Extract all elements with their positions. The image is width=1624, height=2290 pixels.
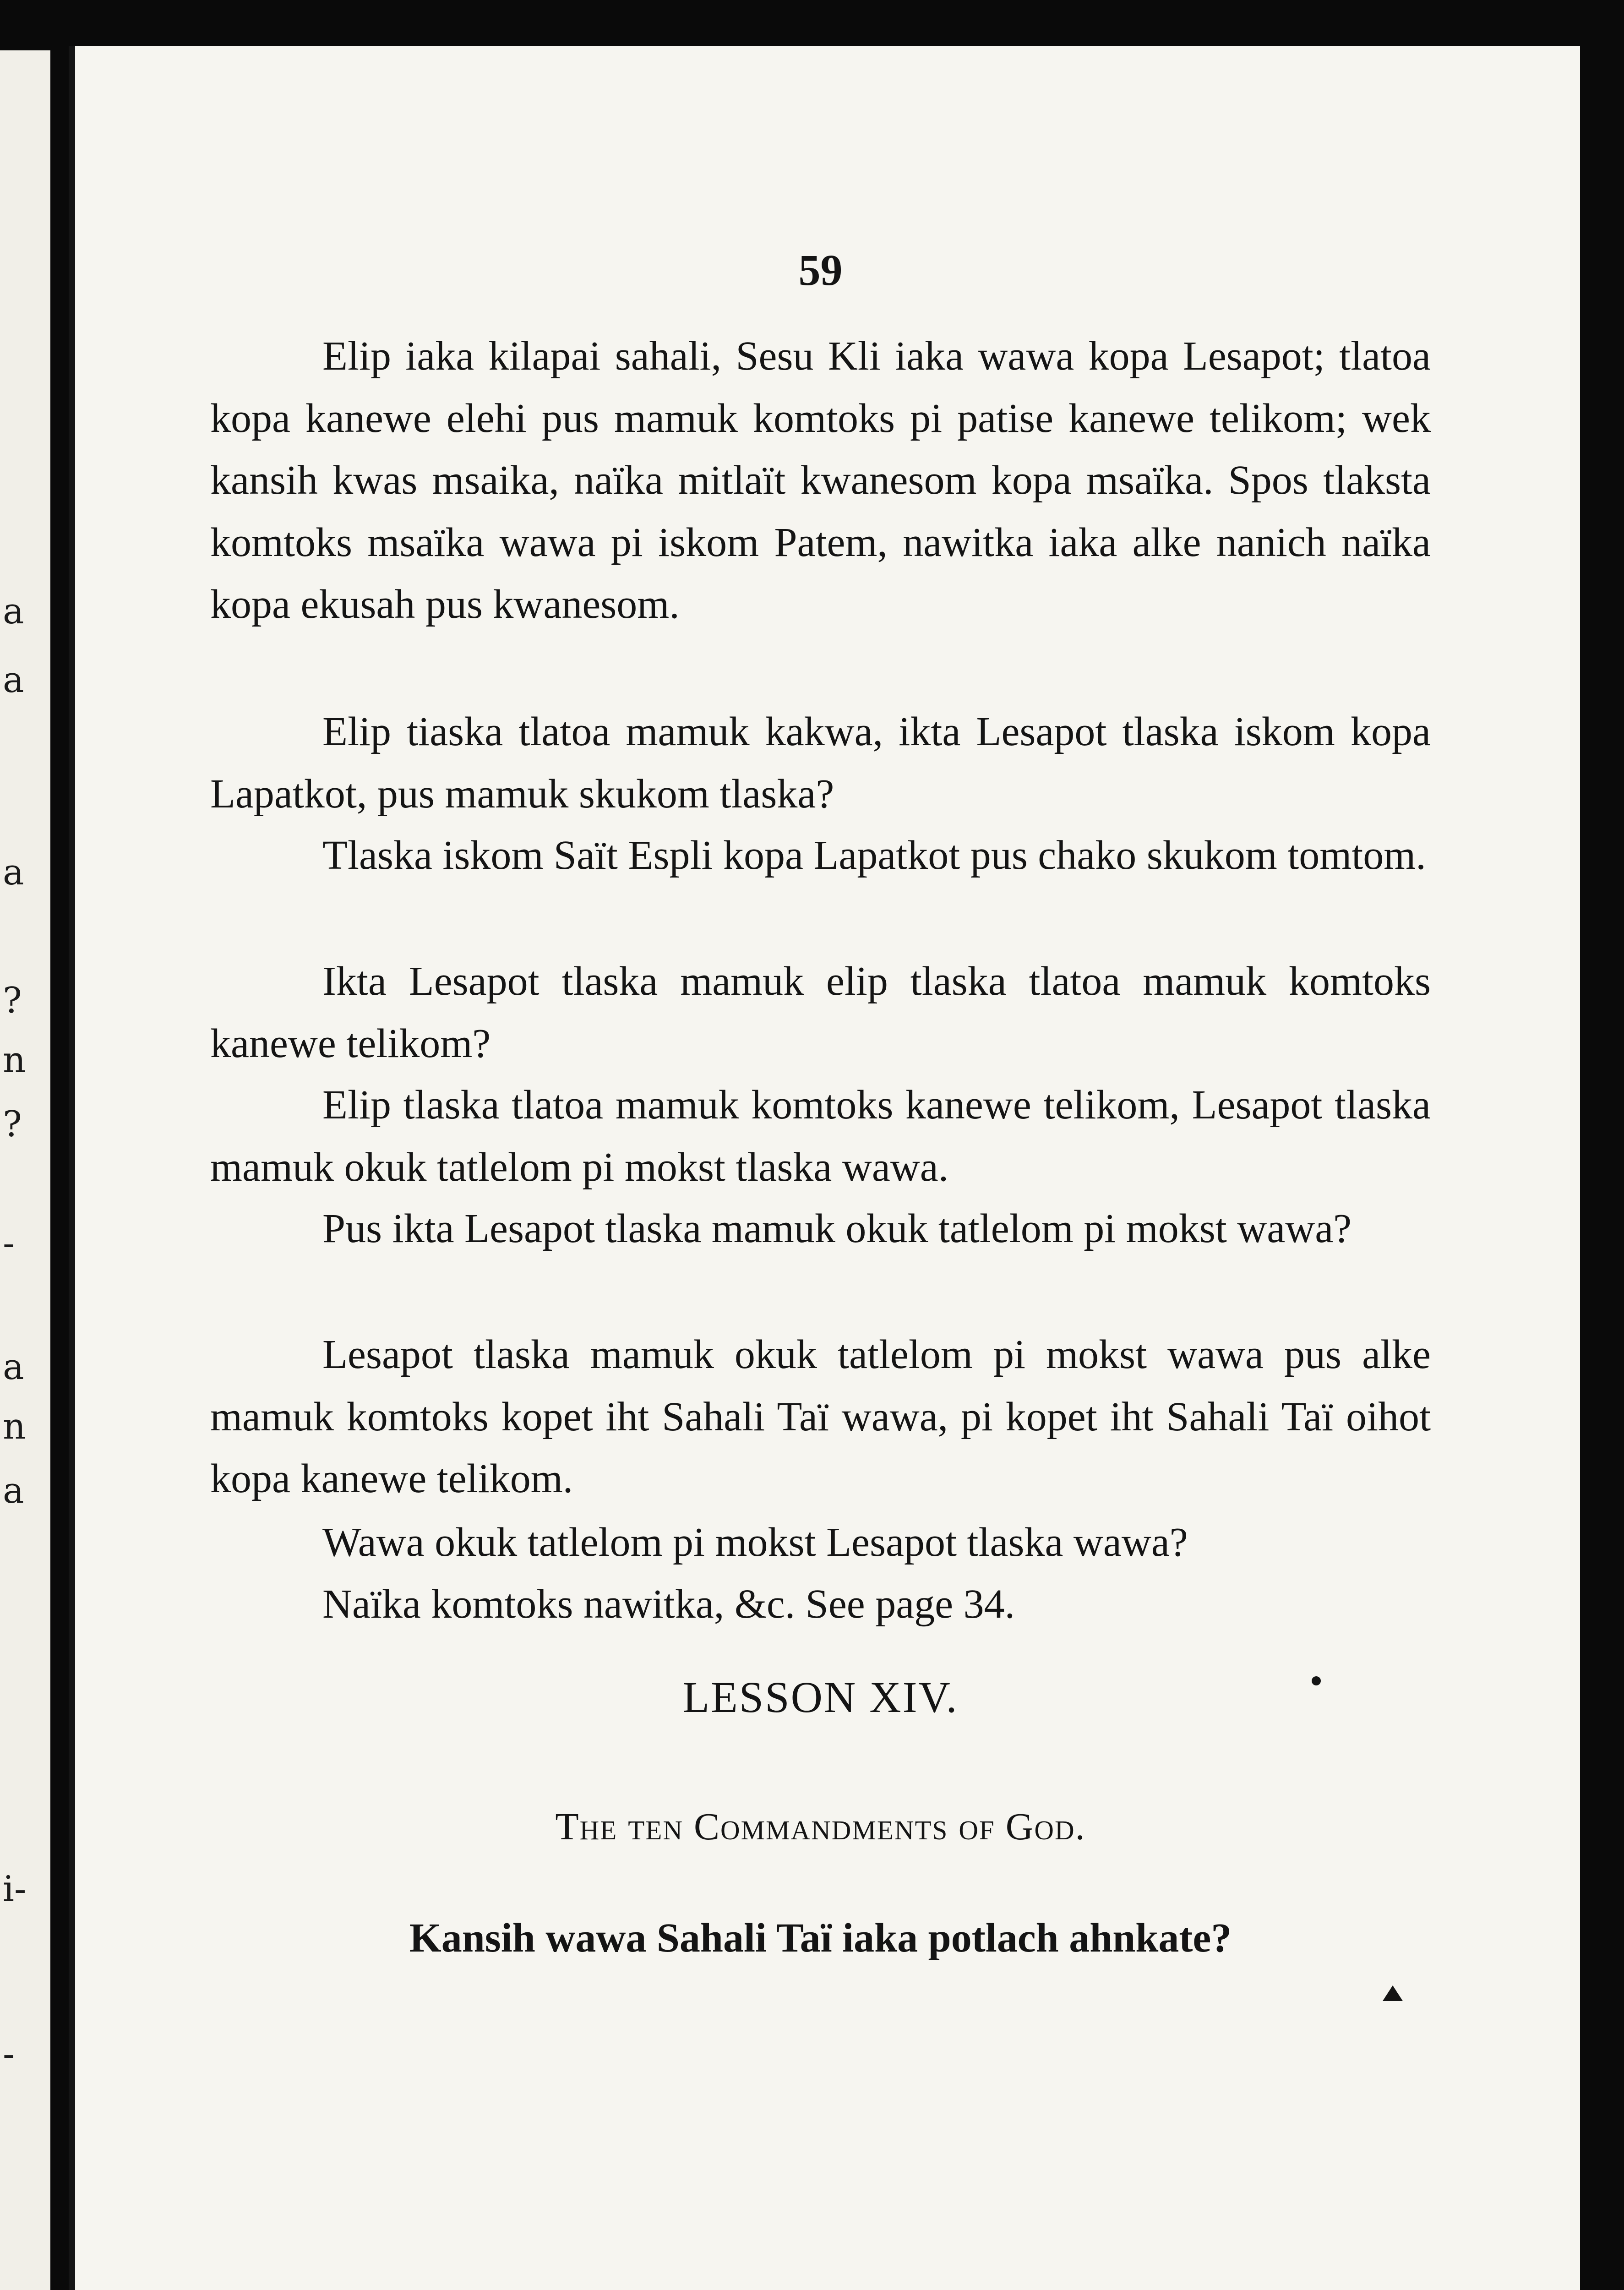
facing-page-fragment: i- — [3, 1869, 27, 1910]
paragraph: Wawa okuk tatlelom pi mokst Lesapot tlaska wawa? — [322, 1520, 1188, 1565]
paragraph: Elip iaka kilapai sahali, Sesu Kli iaka wawa kopa Lesapot; tlatoa kopa kanewe elehi pus mamuk komtoks pi patise kanewe telikom; wek kansih kwas msaika, naïka mitlaït kwanesom kopa msaïka. Spos tlaksta komtoks msaïka wawa pi iskom Patem, nawitka iaka alke nanich naïka kopa ekusah pus kwanesom. — [210, 333, 1431, 627]
facing-page-fragment: - — [3, 2034, 15, 2075]
facing-page-fragment: ? — [3, 980, 22, 1021]
lesson-heading: LESSON XIV. — [682, 1673, 959, 1722]
paragraph: Elip tiaska tlatoa mamuk kakwa, ikta Lesapot tlaska iskom kopa Lapatkot, pus mamuk skukom tlaska? — [210, 709, 1431, 817]
lesson-question: Kansih wawa Sahali Taï iaka potlach ahnkate? — [409, 1915, 1232, 1961]
paragraph: Ikta Lesapot tlaska mamuk elip tlaska tlatoa mamuk komtoks kanewe telikom? — [210, 959, 1431, 1066]
facing-page-fragment: a — [3, 660, 24, 701]
paragraph: Elip tlaska tlatoa mamuk komtoks kanewe telikom, Lesapot tlaska mamuk okuk tatlelom pi mokst tlaska wawa. — [210, 1082, 1431, 1190]
facing-page-edge — [0, 50, 50, 2290]
facing-page-fragment: n — [3, 1406, 26, 1447]
facing-page-fragment: a — [3, 591, 24, 632]
facing-page-fragment: n — [3, 1040, 26, 1081]
signature-mark-triangle — [1383, 1985, 1403, 2001]
facing-page-fragment: a — [3, 1470, 24, 1511]
paragraph: Naïka komtoks nawitka, &c. See page 34. — [322, 1581, 1015, 1627]
facing-page-fragment: a — [3, 852, 24, 893]
facing-page-fragment: a — [3, 1347, 24, 1388]
print-speck — [1312, 1676, 1321, 1685]
paragraph: Pus ikta Lesapot tlaska mamuk okuk tatlelom pi mokst wawa? — [322, 1206, 1352, 1251]
lesson-subtitle: The ten Commandments of God. — [555, 1805, 1086, 1848]
paragraph: Lesapot tlaska mamuk okuk tatlelom pi mokst wawa pus alke mamuk komtoks kopet iht Sahali Taï wawa, pi kopet iht Sahali Taï oihot kopa kanewe telikom. — [210, 1332, 1431, 1501]
facing-page-fragment: ? — [3, 1104, 22, 1145]
paragraph: Tlaska iskom Saït Espli kopa Lapatkot pus chako skukom tomtom. — [322, 833, 1426, 878]
facing-page-fragment: - — [3, 1223, 15, 1264]
page-number: 59 — [798, 245, 843, 294]
book-page — [69, 46, 1580, 2290]
